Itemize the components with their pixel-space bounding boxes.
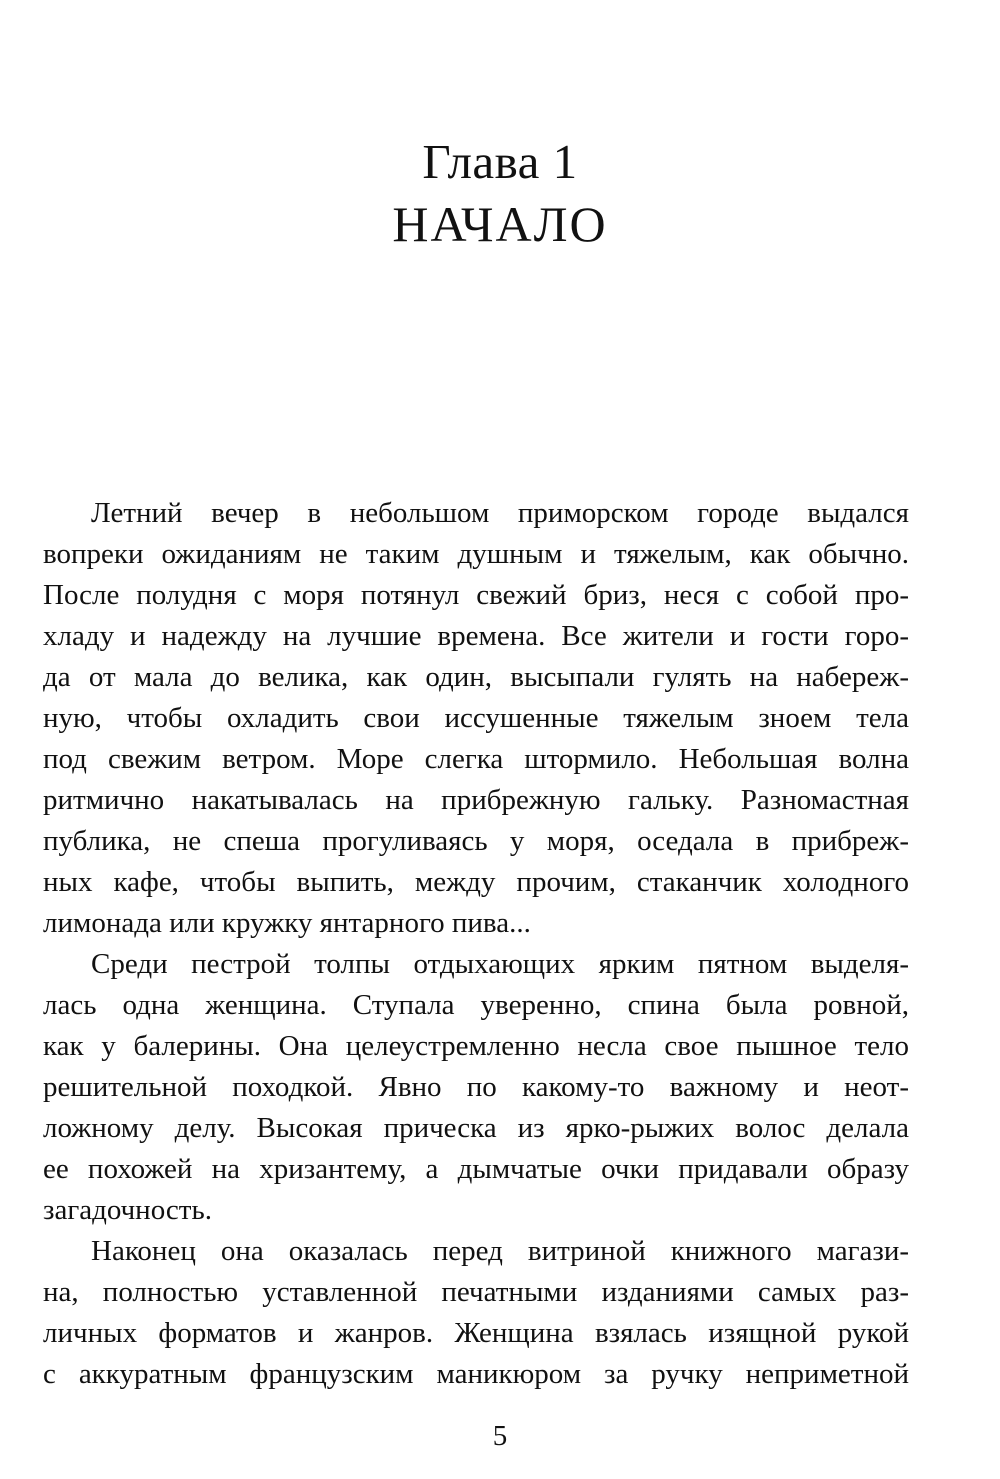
text-line: как у балерины. Она целеустремленно несла свое пышное тело	[43, 1030, 909, 1062]
text-line: ную, чтобы охладить свои иссушенные тяжелым зноем тела	[43, 702, 909, 734]
text-line: ритмично накатывалась на прибрежную гальку. Разномастная	[43, 784, 909, 816]
page-number: 5	[492, 1420, 508, 1452]
text-line: ложному делу. Высокая прическа из ярко-рыжих волос делала	[43, 1112, 909, 1144]
body-text	[43, 493, 909, 1395]
text-line: решительной походкой. Явно по какому-то важному и неот-	[43, 1071, 909, 1103]
chapter-title: НАЧАЛО	[392, 196, 608, 252]
text-line: на, полностью уставленной печатными изданиями самых раз-	[43, 1276, 909, 1308]
text-line: под свежим ветром. Море слегка штормило. Небольшая волна	[43, 743, 909, 775]
text-line: После полудня с моря потянул свежий бриз, неся с собой про-	[43, 579, 909, 611]
text-line: личных форматов и жанров. Женщина взялась изящной рукой	[43, 1317, 909, 1349]
text-line: публика, не спеша прогуливаясь у моря, оседала в прибреж-	[43, 825, 909, 857]
text-line: Летний вечер в небольшом приморском городе выдался	[91, 497, 909, 529]
text-line: Среди пестрой толпы отдыхающих ярким пятном выделя-	[91, 948, 909, 980]
paragraph-3	[43, 1231, 909, 1395]
text-line: с аккуратным французским маникюром за ручку неприметной	[43, 1358, 909, 1390]
text-line: загадочность.	[43, 1194, 212, 1226]
text-line: лимонада или кружку янтарного пива...	[43, 907, 531, 939]
text-line: вопреки ожиданиям не таким душным и тяжелым, как обычно.	[43, 538, 909, 570]
paragraph-2	[43, 944, 909, 1231]
chapter-heading	[0, 132, 1000, 254]
chapter-number: Глава 1	[422, 134, 578, 189]
text-line: Наконец она оказалась перед витриной книжного магази-	[91, 1235, 909, 1267]
text-line: ее похожей на хризантему, а дымчатые очки придавали образу	[43, 1153, 909, 1185]
text-line: ных кафе, чтобы выпить, между прочим, стаканчик холодного	[43, 866, 909, 898]
text-line: лась одна женщина. Ступала уверенно, спина была ровной,	[43, 989, 909, 1021]
paragraph-1	[43, 493, 909, 944]
text-line: хладу и надежду на лучшие времена. Все жители и гости горо-	[43, 620, 909, 652]
text-line: да от мала до велика, как один, высыпали гулять на набереж-	[43, 661, 909, 693]
